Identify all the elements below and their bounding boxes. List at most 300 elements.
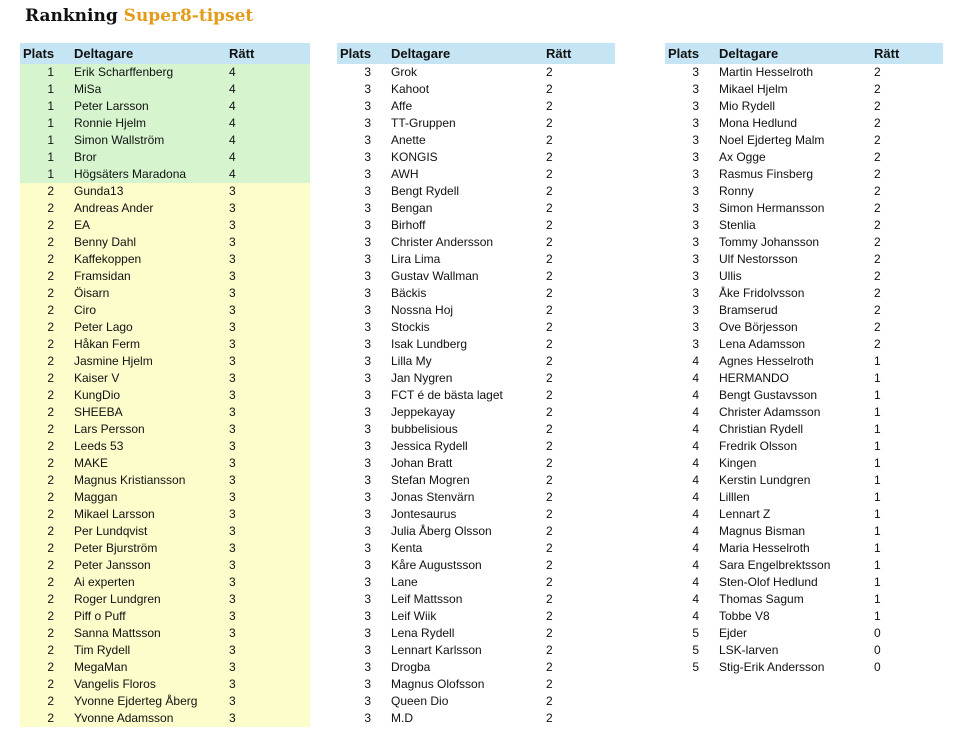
cell-ratt: 2: [546, 388, 553, 402]
cell-ratt: 3: [229, 252, 236, 266]
cell-ratt: 2: [546, 677, 553, 691]
table-row: [337, 387, 615, 404]
cell-deltagare: Ronny: [719, 184, 754, 198]
cell-ratt: 0: [874, 643, 881, 657]
cell-deltagare: Stefan Mogren: [391, 473, 470, 487]
cell-plats: 2: [47, 320, 54, 334]
cell-ratt: 2: [546, 184, 553, 198]
table-row: [337, 302, 615, 319]
cell-deltagare: Johan Bratt: [391, 456, 453, 470]
cell-plats: 2: [47, 609, 54, 623]
table-row: [337, 64, 615, 81]
cell-plats: 3: [364, 711, 371, 725]
cell-deltagare: Kaiser V: [74, 371, 120, 385]
table-row: [337, 404, 615, 421]
cell-ratt: 2: [546, 473, 553, 487]
cell-deltagare: Simon Hermansson: [719, 201, 825, 215]
cell-plats: 2: [47, 269, 54, 283]
table-row: [337, 166, 615, 183]
cell-deltagare: Ax Ogge: [719, 150, 766, 164]
cell-ratt: 2: [874, 201, 881, 215]
cell-deltagare: Jasmine Hjelm: [74, 354, 153, 368]
cell-deltagare: Lena Adamsson: [719, 337, 806, 351]
cell-ratt: 3: [229, 184, 236, 198]
cell-plats: 3: [364, 184, 371, 198]
table-row: [20, 438, 310, 455]
table-row: [665, 166, 943, 183]
cell-plats: 2: [47, 456, 54, 470]
cell-plats: 3: [364, 252, 371, 266]
cell-ratt: 3: [229, 320, 236, 334]
cell-ratt: 2: [546, 337, 553, 351]
cell-ratt: 2: [874, 337, 881, 351]
table-row: [20, 387, 310, 404]
cell-plats: 3: [692, 65, 699, 79]
cell-plats: 3: [364, 167, 371, 181]
table-row: [337, 472, 615, 489]
cell-plats: 5: [692, 643, 699, 657]
cell-deltagare: Peter Bjurström: [74, 541, 158, 555]
table-row: [665, 302, 943, 319]
cell-ratt: 4: [229, 167, 236, 181]
cell-deltagare: Håkan Ferm: [74, 337, 141, 351]
cell-deltagare: Ai experten: [74, 575, 135, 589]
cell-deltagare: Piff o Puff: [74, 609, 126, 623]
cell-ratt: 3: [229, 371, 236, 385]
table-row: [20, 234, 310, 251]
cell-ratt: 3: [229, 643, 236, 657]
cell-ratt: 3: [229, 609, 236, 623]
cell-deltagare: Christer Adamsson: [719, 405, 821, 419]
cell-ratt: 1: [874, 473, 881, 487]
cell-ratt: 1: [874, 507, 881, 521]
cell-ratt: 2: [546, 524, 553, 538]
cell-deltagare: KungDio: [74, 388, 121, 402]
cell-deltagare: Lennart Z: [719, 507, 771, 521]
ranking-table-2: [337, 43, 615, 727]
cell-deltagare: Sara Engelbrektsson: [719, 558, 831, 572]
cell-deltagare: Ciro: [74, 303, 97, 317]
cell-plats: 4: [692, 422, 699, 436]
cell-plats: 2: [47, 473, 54, 487]
cell-deltagare: Kaffekoppen: [74, 252, 142, 266]
cell-deltagare: Affe: [391, 99, 413, 113]
cell-plats: 3: [692, 286, 699, 300]
cell-ratt: 3: [229, 201, 236, 215]
cell-plats: 2: [47, 694, 54, 708]
table-row: [337, 251, 615, 268]
title-super8-tipset: Super8-tipset: [123, 6, 254, 26]
table-row: [20, 591, 310, 608]
cell-plats: 2: [47, 354, 54, 368]
cell-plats: 3: [364, 286, 371, 300]
cell-deltagare: Lennart Karlsson: [391, 643, 482, 657]
table-row: [337, 285, 615, 302]
cell-ratt: 4: [229, 65, 236, 79]
table-row: [337, 98, 615, 115]
cell-ratt: 1: [874, 592, 881, 606]
cell-ratt: 4: [229, 99, 236, 113]
cell-deltagare: Magnus Olofsson: [391, 677, 485, 691]
cell-deltagare: FCT é de bästa laget: [391, 388, 503, 402]
cell-deltagare: Birhoff: [391, 218, 426, 232]
table-row: [337, 710, 615, 727]
cell-deltagare: Queen Dio: [391, 694, 449, 708]
cell-deltagare: Andreas Ander: [74, 201, 154, 215]
cell-ratt: 3: [229, 303, 236, 317]
table-row: [20, 285, 310, 302]
table-row: [665, 64, 943, 81]
table-row: [337, 268, 615, 285]
cell-plats: 2: [47, 660, 54, 674]
cell-ratt: 2: [546, 320, 553, 334]
cell-deltagare: LSK-larven: [719, 643, 779, 657]
cell-ratt: 2: [546, 82, 553, 96]
cell-ratt: 3: [229, 711, 236, 725]
header-ratt: Rätt: [874, 46, 900, 61]
table-row: [20, 693, 310, 710]
table-row: [337, 200, 615, 217]
cell-deltagare: Jontesaurus: [391, 507, 457, 521]
cell-plats: 1: [47, 167, 54, 181]
cell-plats: 4: [692, 388, 699, 402]
cell-ratt: 2: [874, 133, 881, 147]
cell-deltagare: Bengt Gustavsson: [719, 388, 818, 402]
table-row: [337, 642, 615, 659]
cell-ratt: 2: [546, 354, 553, 368]
cell-plats: 4: [692, 507, 699, 521]
cell-plats: 3: [692, 337, 699, 351]
cell-deltagare: Fredrik Olsson: [719, 439, 798, 453]
table-row: [337, 336, 615, 353]
cell-plats: 2: [47, 422, 54, 436]
cell-plats: 3: [364, 456, 371, 470]
cell-deltagare: Agnes Hesselroth: [719, 354, 814, 368]
cell-ratt: 2: [874, 218, 881, 232]
cell-ratt: 3: [229, 405, 236, 419]
cell-ratt: 2: [546, 507, 553, 521]
cell-deltagare: Bror: [74, 150, 97, 164]
cell-deltagare: Jessica Rydell: [391, 439, 468, 453]
cell-ratt: 2: [546, 269, 553, 283]
cell-ratt: 3: [229, 626, 236, 640]
cell-plats: 2: [47, 541, 54, 555]
cell-plats: 3: [364, 507, 371, 521]
table-row: [20, 370, 310, 387]
cell-plats: 2: [47, 490, 54, 504]
cell-ratt: 3: [229, 575, 236, 589]
header-ratt: Rätt: [546, 46, 572, 61]
cell-plats: 3: [364, 473, 371, 487]
cell-ratt: 2: [546, 711, 553, 725]
cell-deltagare: Grok: [391, 65, 418, 79]
cell-deltagare: MAKE: [74, 456, 109, 470]
table-row: [20, 557, 310, 574]
cell-deltagare: Maria Hesselroth: [719, 541, 810, 555]
cell-ratt: 3: [229, 592, 236, 606]
table-row: [20, 115, 310, 132]
table-row: [337, 81, 615, 98]
table-row: [20, 319, 310, 336]
cell-ratt: 2: [546, 99, 553, 113]
cell-ratt: 2: [546, 235, 553, 249]
table-header: [337, 43, 615, 64]
cell-plats: 2: [47, 643, 54, 657]
cell-deltagare: MiSa: [74, 82, 102, 96]
cell-ratt: 2: [546, 609, 553, 623]
cell-deltagare: Åke Fridolvsson: [719, 286, 805, 300]
cell-plats: 4: [692, 473, 699, 487]
cell-deltagare: Peter Larsson: [74, 99, 149, 113]
table-row: [665, 387, 943, 404]
table-row: [337, 676, 615, 693]
cell-ratt: 2: [874, 235, 881, 249]
table-row: [337, 370, 615, 387]
table-row: [337, 319, 615, 336]
cell-ratt: 2: [546, 422, 553, 436]
cell-ratt: 2: [874, 116, 881, 130]
table-row: [20, 64, 310, 81]
table-row: [337, 353, 615, 370]
cell-plats: 1: [47, 82, 54, 96]
cell-ratt: 2: [546, 490, 553, 504]
cell-plats: 2: [47, 575, 54, 589]
cell-deltagare: Stig-Erik Andersson: [719, 660, 825, 674]
cell-plats: 2: [47, 218, 54, 232]
cell-deltagare: SHEEBA: [74, 405, 123, 419]
table-row: [20, 608, 310, 625]
cell-deltagare: Tommy Johansson: [719, 235, 820, 249]
table-row: [665, 455, 943, 472]
cell-plats: 2: [47, 337, 54, 351]
table-row: [20, 353, 310, 370]
cell-deltagare: KONGIS: [391, 150, 438, 164]
cell-deltagare: Jan Nygren: [391, 371, 453, 385]
cell-plats: 2: [47, 677, 54, 691]
table-row: [20, 472, 310, 489]
cell-deltagare: Christer Andersson: [391, 235, 494, 249]
cell-ratt: 1: [874, 405, 881, 419]
cell-ratt: 2: [874, 286, 881, 300]
cell-ratt: 0: [874, 660, 881, 674]
cell-plats: 4: [692, 371, 699, 385]
cell-plats: 4: [692, 524, 699, 538]
cell-deltagare: Tim Rydell: [74, 643, 131, 657]
table-row: [337, 523, 615, 540]
cell-deltagare: Lilla My: [391, 354, 432, 368]
cell-plats: 3: [364, 371, 371, 385]
cell-ratt: 1: [874, 388, 881, 402]
cell-plats: 3: [364, 422, 371, 436]
table-row: [337, 421, 615, 438]
table-row: [665, 353, 943, 370]
cell-deltagare: HERMANDO: [719, 371, 790, 385]
table-row: [20, 523, 310, 540]
cell-ratt: 2: [546, 65, 553, 79]
cell-deltagare: Ullis: [719, 269, 742, 283]
cell-plats: 1: [47, 116, 54, 130]
cell-ratt: 2: [874, 150, 881, 164]
table-row: [665, 506, 943, 523]
cell-plats: 3: [364, 337, 371, 351]
table-row: [665, 659, 943, 676]
cell-plats: 4: [692, 439, 699, 453]
cell-plats: 3: [692, 252, 699, 266]
cell-plats: 3: [364, 490, 371, 504]
cell-plats: 2: [47, 592, 54, 606]
table-row: [665, 370, 943, 387]
table-row: [665, 421, 943, 438]
cell-plats: 3: [364, 99, 371, 113]
cell-plats: 3: [692, 320, 699, 334]
cell-plats: 3: [364, 235, 371, 249]
cell-plats: 2: [47, 303, 54, 317]
cell-deltagare: Kerstin Lundgren: [719, 473, 811, 487]
cell-plats: 3: [364, 150, 371, 164]
cell-deltagare: Per Lundqvist: [74, 524, 148, 538]
cell-ratt: 2: [546, 626, 553, 640]
table-row: [337, 132, 615, 149]
cell-ratt: 2: [546, 133, 553, 147]
cell-ratt: 1: [874, 456, 881, 470]
page-title: [25, 6, 253, 28]
cell-ratt: 1: [874, 558, 881, 572]
cell-deltagare: Noel Ejderteg Malm: [719, 133, 825, 147]
cell-ratt: 3: [229, 541, 236, 555]
cell-plats: 2: [47, 388, 54, 402]
cell-ratt: 1: [874, 354, 881, 368]
cell-ratt: 2: [546, 303, 553, 317]
table-row: [20, 217, 310, 234]
cell-ratt: 3: [229, 354, 236, 368]
cell-plats: 2: [47, 405, 54, 419]
cell-ratt: 1: [874, 609, 881, 623]
cell-deltagare: Kåre Augustsson: [391, 558, 482, 572]
cell-deltagare: Bengt Rydell: [391, 184, 460, 198]
cell-deltagare: MegaMan: [74, 660, 128, 674]
cell-deltagare: bubbelisious: [391, 422, 458, 436]
cell-ratt: 2: [546, 558, 553, 572]
table-row: [665, 251, 943, 268]
cell-ratt: 2: [546, 116, 553, 130]
table-row: [337, 540, 615, 557]
table-row: [337, 115, 615, 132]
table-row: [20, 642, 310, 659]
cell-plats: 3: [364, 524, 371, 538]
table-row: [665, 336, 943, 353]
table-row: [20, 166, 310, 183]
cell-deltagare: Öisarn: [74, 286, 110, 300]
cell-deltagare: Bramserud: [719, 303, 778, 317]
cell-ratt: 0: [874, 626, 881, 640]
header-deltagare: Deltagare: [391, 46, 451, 61]
table-row: [20, 98, 310, 115]
cell-plats: 4: [692, 456, 699, 470]
cell-deltagare: Tobbe V8: [719, 609, 770, 623]
cell-deltagare: Gunda13: [74, 184, 124, 198]
cell-plats: 3: [364, 677, 371, 691]
cell-plats: 3: [364, 626, 371, 640]
table-row: [665, 472, 943, 489]
cell-plats: 4: [692, 354, 699, 368]
cell-ratt: 2: [546, 439, 553, 453]
cell-ratt: 3: [229, 218, 236, 232]
cell-ratt: 1: [874, 575, 881, 589]
header-deltagare: Deltagare: [719, 46, 779, 61]
table-row: [20, 81, 310, 98]
table-row: [665, 489, 943, 506]
table-row: [665, 217, 943, 234]
cell-ratt: 3: [229, 507, 236, 521]
cell-deltagare: Ulf Nestorsson: [719, 252, 798, 266]
table-row: [337, 455, 615, 472]
cell-plats: 3: [692, 133, 699, 147]
cell-ratt: 2: [546, 456, 553, 470]
cell-deltagare: TT-Gruppen: [391, 116, 456, 130]
cell-deltagare: EA: [74, 218, 91, 232]
table-row: [20, 421, 310, 438]
cell-deltagare: Magnus Bisman: [719, 524, 806, 538]
cell-ratt: 3: [229, 677, 236, 691]
cell-plats: 3: [364, 592, 371, 606]
table-row: [665, 149, 943, 166]
table-row: [337, 625, 615, 642]
table-row: [665, 234, 943, 251]
cell-deltagare: Leeds 53: [74, 439, 124, 453]
header-deltagare: Deltagare: [74, 46, 134, 61]
cell-deltagare: Sanna Mattsson: [74, 626, 161, 640]
cell-ratt: 3: [229, 558, 236, 572]
header-plats: Plats: [23, 46, 55, 61]
cell-plats: 3: [364, 388, 371, 402]
table-row: [20, 183, 310, 200]
cell-deltagare: Bäckis: [391, 286, 427, 300]
cell-deltagare: Anette: [391, 133, 426, 147]
cell-deltagare: Peter Jansson: [74, 558, 151, 572]
table-row: [20, 251, 310, 268]
cell-ratt: 3: [229, 286, 236, 300]
cell-ratt: 3: [229, 388, 236, 402]
cell-plats: 3: [364, 65, 371, 79]
cell-deltagare: Lena Rydell: [391, 626, 455, 640]
cell-deltagare: Leif Mattsson: [391, 592, 463, 606]
cell-deltagare: Mona Hedlund: [719, 116, 798, 130]
table-row: [20, 659, 310, 676]
cell-deltagare: Högsäters Maradona: [74, 167, 187, 181]
table-row: [665, 625, 943, 642]
cell-ratt: 2: [874, 82, 881, 96]
cell-deltagare: Gustav Wallman: [391, 269, 479, 283]
cell-plats: 4: [692, 558, 699, 572]
cell-plats: 3: [692, 303, 699, 317]
cell-deltagare: Mio Rydell: [719, 99, 776, 113]
table-row: [665, 557, 943, 574]
table-row: [20, 149, 310, 166]
cell-plats: 2: [47, 201, 54, 215]
cell-ratt: 1: [874, 541, 881, 555]
cell-deltagare: Ove Börjesson: [719, 320, 798, 334]
cell-ratt: 3: [229, 490, 236, 504]
cell-ratt: 2: [546, 201, 553, 215]
cell-deltagare: Yvonne Ejderteg Åberg: [74, 694, 198, 708]
cell-deltagare: Kenta: [391, 541, 423, 555]
table-row: [665, 438, 943, 455]
cell-plats: 3: [364, 405, 371, 419]
cell-plats: 4: [692, 490, 699, 504]
table-row: [337, 574, 615, 591]
cell-ratt: 3: [229, 422, 236, 436]
table-row: [20, 710, 310, 727]
